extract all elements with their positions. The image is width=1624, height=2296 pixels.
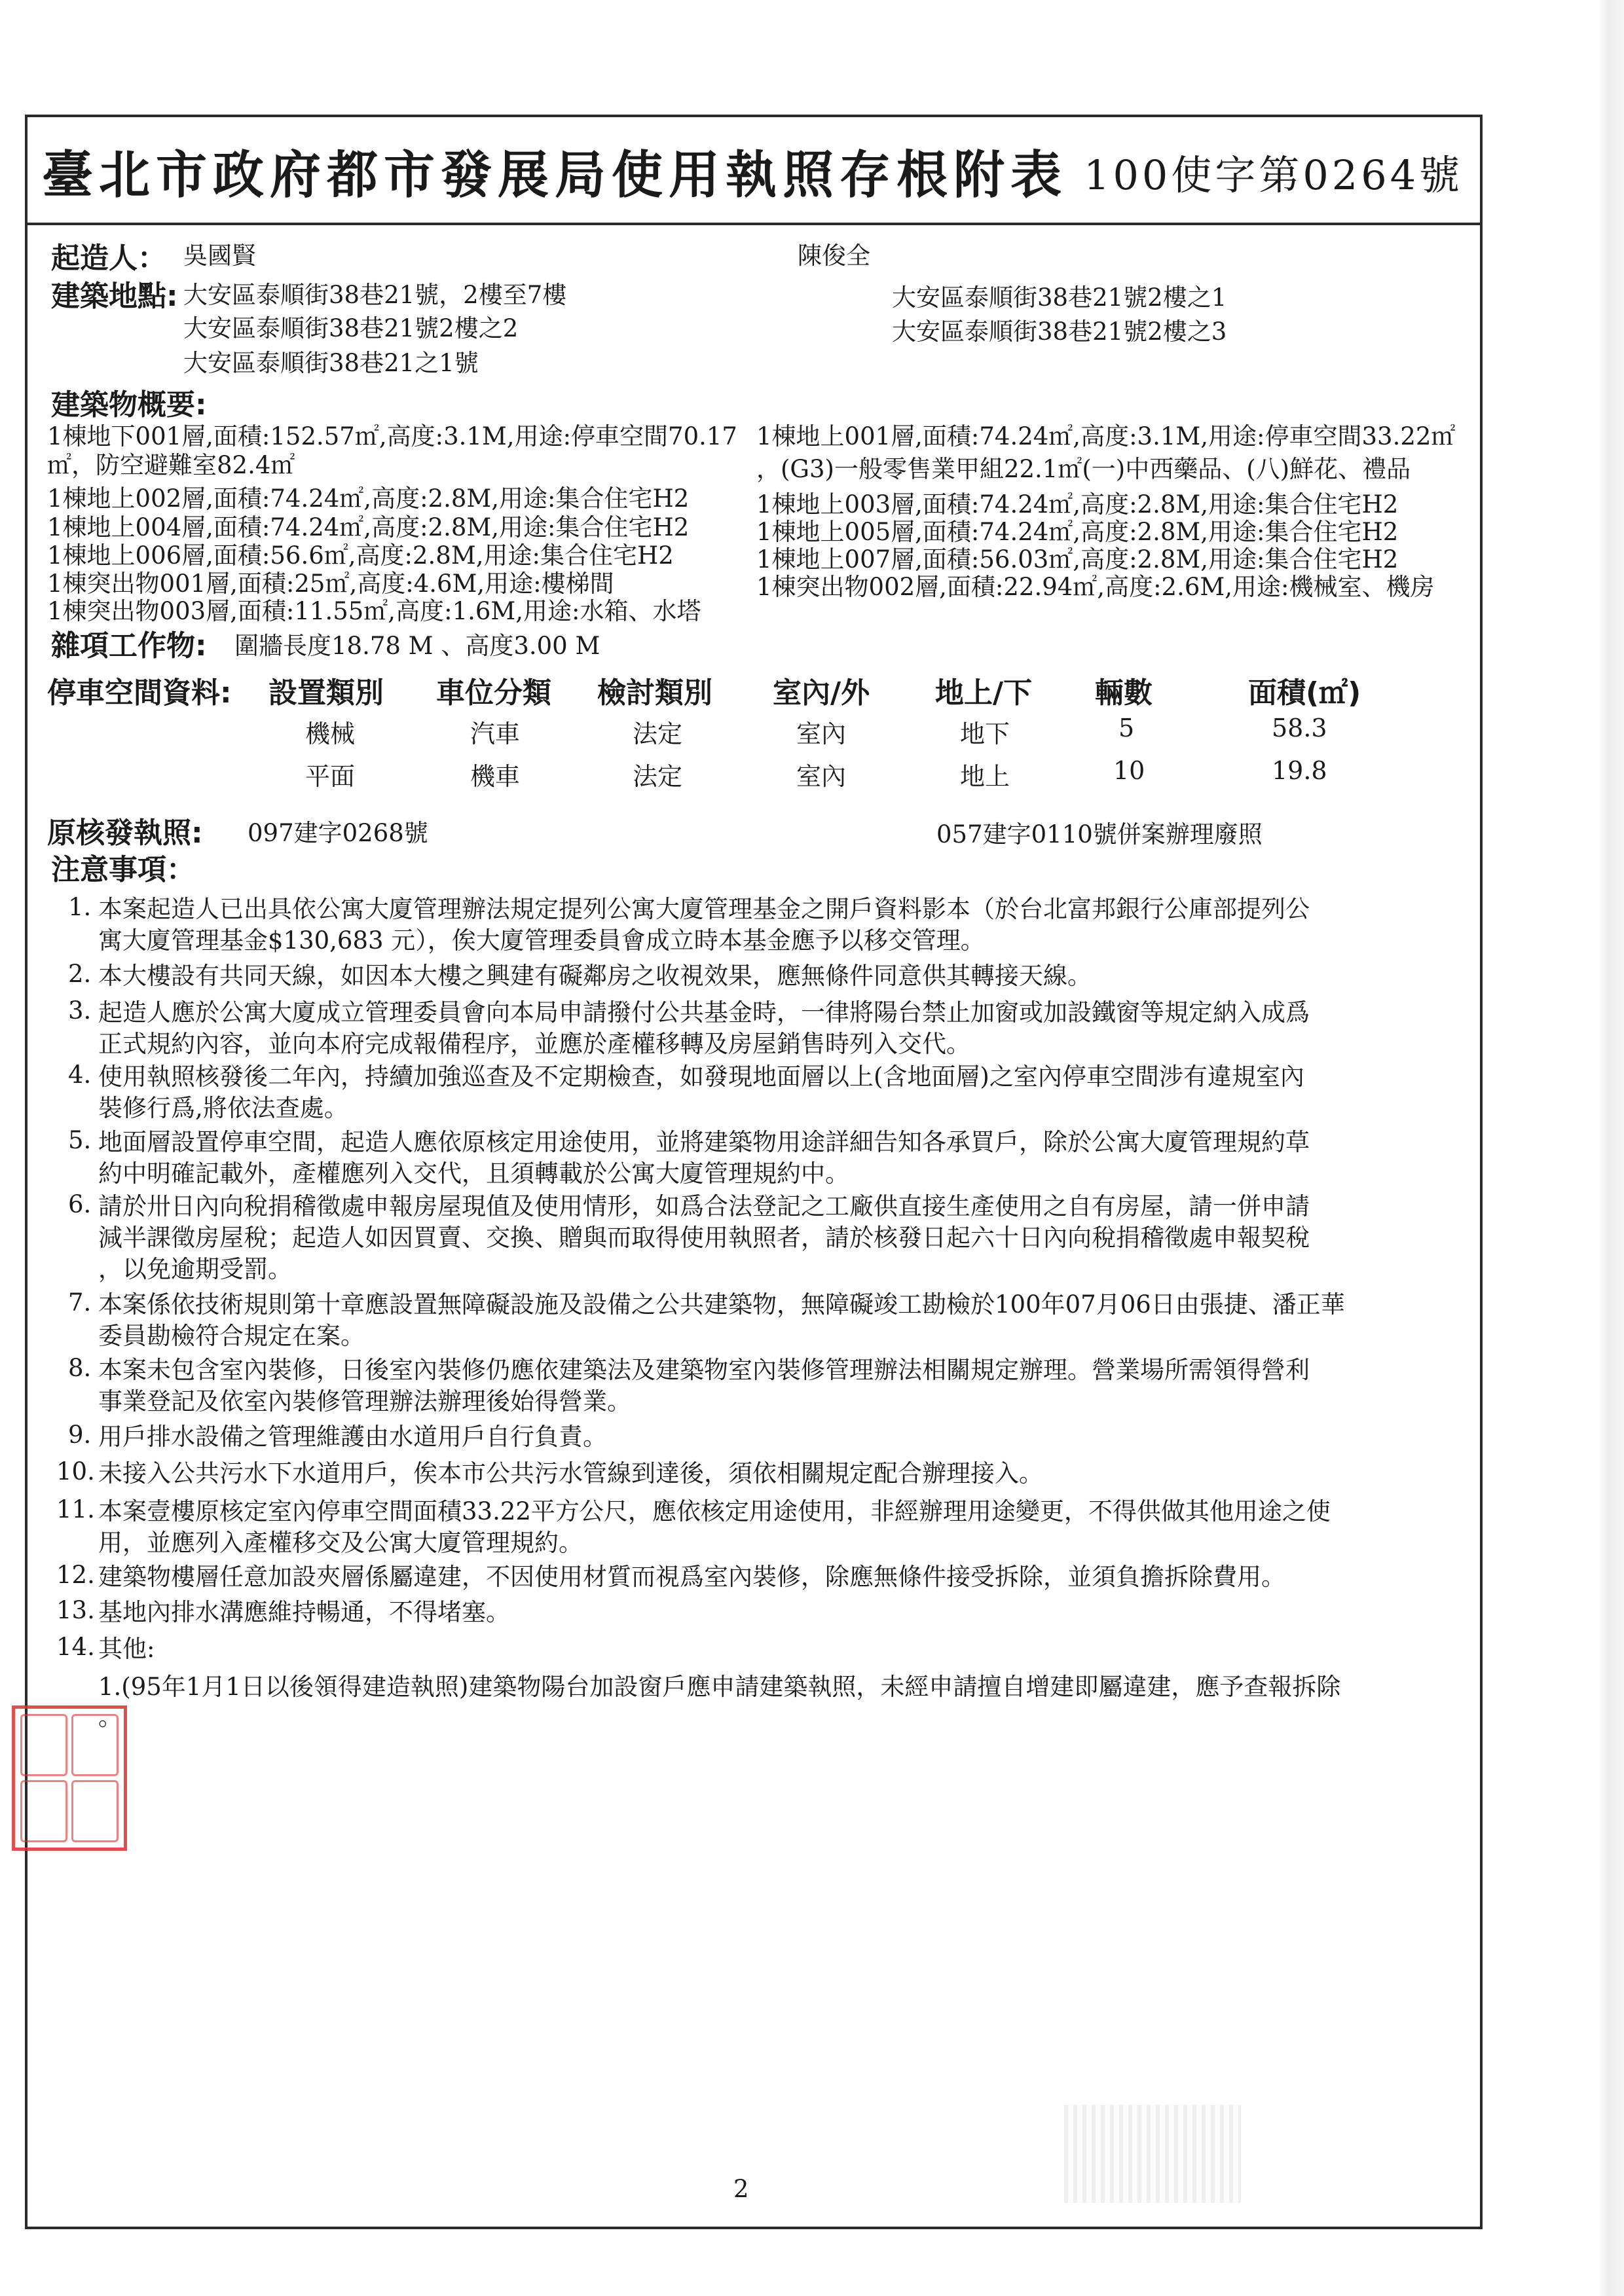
note-text: 委員勘檢符合規定在案。 (98, 1322, 365, 1350)
seal-glyph (71, 1780, 119, 1842)
parking-header: 地上/下 (935, 676, 1033, 710)
note-number: 12. (56, 1561, 95, 1589)
parking-header: 輛數 (1095, 676, 1153, 710)
note-number: 3. (68, 996, 92, 1025)
overview-line: 1棟地上001層,面積:74.24㎡,高度:3.1M,用途:停車空間33.22㎡ (756, 422, 1456, 450)
note-number: 10. (56, 1457, 95, 1485)
parking-cell: 法定 (633, 720, 683, 748)
note-text: 本案起造人已出具依公寓大廈管理辦法規定提列公寓大廈管理基金之開戶資料影本（於台北富邦銀行公庫部提列公 (98, 895, 1310, 923)
note-sub-item-cont: 。 (98, 1703, 122, 1731)
parking-header: 室內/外 (773, 676, 870, 710)
overview-line: 1棟突出物002層,面積:22.94㎡,高度:2.6M,用途:機械室、機房 (756, 573, 1435, 601)
parking-header: 檢討類別 (597, 676, 712, 710)
original-license-label: 原核發執照: (47, 816, 203, 850)
parking-cell: 10 (1113, 756, 1145, 785)
note-text: ，以免逾期受罰。 (98, 1255, 292, 1283)
seal-glyph (71, 1714, 119, 1776)
site-address: 大安區泰順街38巷21之1號 (183, 349, 479, 377)
parking-cell: 平面 (305, 762, 356, 791)
note-text: 請於卅日內向稅捐稽徵處申報房屋現值及使用情形，如爲合法登記之工廠供直接生產使用之自有房屋，請一併申請 (98, 1192, 1310, 1220)
parking-label: 停車空間資料: (47, 676, 232, 710)
parking-cell: 5 (1118, 714, 1135, 742)
parking-header: 車位分類 (436, 676, 551, 710)
note-text: 用，並應列入產權移交及公寓大廈管理規約。 (98, 1529, 583, 1557)
overview-line: 1棟地上003層,面積:74.24㎡,高度:2.8M,用途:集合住宅H2 (756, 490, 1399, 519)
page-number: 2 (733, 2175, 749, 2203)
overview-line: 1棟地上002層,面積:74.24㎡,高度:2.8M,用途:集合住宅H2 (47, 484, 690, 513)
parking-cell: 地上 (960, 762, 1010, 791)
notes-label: 注意事項： (51, 853, 195, 886)
note-text: 本案壹樓原核定室內停車空間面積33.22平方公尺，應依核定用途使用，非經辦理用途變更，不得供做其他用途之使 (98, 1497, 1331, 1525)
note-number: 4. (68, 1061, 92, 1089)
overview-line: ，(G3)一般零售業甲組22.1㎡(一)中西藥品、(八)鮮花、禮品 (756, 455, 1411, 483)
note-number: 13. (56, 1596, 95, 1624)
note-text: 起造人應於公寓大廈成立管理委員會向本局申請撥付公共基金時，一律將陽台禁止加窗或加設鐵窗等規定納入成爲 (98, 998, 1310, 1027)
scan-edge-shadow (1598, 0, 1624, 2296)
site-address: 大安區泰順街38巷21號，2樓至7樓 (183, 281, 567, 309)
permit-number: 100使字第0264號 (1084, 151, 1464, 199)
note-text: 建築物樓層任意加設夾層係屬違建，不因使用材質而視爲室內裝修，除應無條件接受拆除，並須負擔拆除費用。 (98, 1563, 1285, 1591)
note-text: 使用執照核發後二年內，持續加強巡查及不定期檢查，如發現地面層以上(含地面層)之室內停車空間涉有違規室內 (98, 1063, 1304, 1091)
official-seal-stamp (12, 1705, 127, 1851)
note-text: 約中明確記載外，產權應列入交代，且須轉載於公寓大廈管理規約中。 (98, 1159, 849, 1188)
builder-name: 陳俊全 (798, 242, 870, 270)
note-text: 裝修行爲,將依法查處。 (98, 1094, 348, 1122)
parking-cell: 汽車 (470, 720, 521, 748)
overview-line: 1棟突出物003層,面積:11.55㎡,高度:1.6M,用途:水箱、水塔 (47, 597, 701, 625)
misc-label: 雜項工作物: (51, 629, 207, 663)
document-title: 臺北市政府都市發展局使用執照存根附表 (42, 145, 1068, 205)
title-divider (28, 223, 1480, 225)
overview-line: ㎡，防空避難室82.4㎡ (47, 451, 295, 479)
parking-cell: 58.3 (1272, 714, 1327, 742)
seal-glyph (20, 1714, 67, 1776)
seal-glyph (20, 1780, 67, 1842)
note-text: 本大樓設有共同天線，如因本大樓之興建有礙鄰房之收視效果，應無條件同意供其轉接天線。 (98, 962, 1092, 990)
builder-name: 吳國賢 (183, 242, 256, 270)
note-number: 6. (68, 1190, 92, 1218)
note-text: 地面層設置停車空間，起造人應依原核定用途使用，並將建築物用途詳細告知各承買戶，除於公寓大廈管理規約草 (98, 1128, 1310, 1156)
note-sub-item: 1.(95年1月1日以後領得建造執照)建築物陽台加設窗戶應申請建築執照，未經申請擅自增建即屬違建，應予查報拆除 (98, 1673, 1341, 1701)
note-text: 本案係依技術規則第十章應設置無障礙設施及設備之公共建築物，無障礙竣工勘檢於100年07月06日由張捷、潘正華 (98, 1290, 1345, 1319)
parking-cell: 19.8 (1272, 756, 1327, 785)
note-number: 9. (68, 1421, 92, 1449)
note-number: 1. (68, 893, 92, 921)
site-address: 大安區泰順街38巷21號2樓之3 (892, 318, 1227, 346)
note-text: 用戶排水設備之管理維護由水道用戶自行負責。 (98, 1423, 607, 1451)
note-number: 2. (68, 960, 92, 988)
parking-cell: 地下 (960, 720, 1010, 748)
overview-line: 1棟地上004層,面積:74.24㎡,高度:2.8M,用途:集合住宅H2 (47, 513, 690, 541)
note-text: 正式規約內容，並向本府完成報備程序，並應於產權移轉及房屋銷售時列入交代。 (98, 1030, 970, 1058)
overview-line: 1棟地上006層,面積:56.6㎡,高度:2.8M,用途:集合住宅H2 (47, 541, 674, 570)
note-number: 7. (68, 1288, 92, 1317)
parking-cell: 機械 (305, 720, 356, 748)
note-number: 5. (68, 1126, 92, 1154)
note-text: 未接入公共污水下水道用戶，俟本市公共污水管線到達後，須依相關規定配合辦理接入。 (98, 1459, 1043, 1487)
overview-line: 1棟地上005層,面積:74.24㎡,高度:2.8M,用途:集合住宅H2 (756, 518, 1399, 546)
overview-line: 1棟突出物001層,面積:25㎡,高度:4.6M,用途:樓梯間 (47, 570, 614, 598)
site-label: 建築地點: (51, 280, 178, 313)
overview-label: 建築物概要: (51, 388, 207, 422)
note-text: 本案未包含室內裝修，日後室內裝修仍應依建築法及建築物室內裝修管理辦法相關規定辦理。營業場所需領得營利 (98, 1356, 1310, 1384)
original-license-value: 097建字0268號 (248, 819, 428, 847)
note-text: 減半課徵房屋稅；起造人如因買賣、交換、贈與而取得使用執照者，請於核發日起六十日內向稅捐稽徵處申報契稅 (98, 1224, 1310, 1252)
parking-cell: 室內 (796, 762, 847, 791)
site-address: 大安區泰順街38巷21號2樓之1 (892, 283, 1227, 312)
overview-line: 1棟地下001層,面積:152.57㎡,高度:3.1M,用途:停車空間70.17 (47, 422, 737, 450)
note-number: 11. (56, 1495, 95, 1523)
note-text: 基地內排水溝應維持暢通，不得堵塞。 (98, 1598, 510, 1626)
note-text: 寓大廈管理基金$130,683 元），俟大廈管理委員會成立時本基金應予以移交管理。 (98, 926, 985, 955)
parking-cell: 法定 (633, 762, 683, 791)
parking-cell: 機車 (470, 762, 521, 791)
note-number: 8. (68, 1354, 92, 1382)
overview-line: 1棟地上007層,面積:56.03㎡,高度:2.8M,用途:集合住宅H2 (756, 545, 1399, 574)
misc-value: 圍牆長度18.78 M 、高度3.00 M (234, 632, 600, 660)
parking-cell: 室內 (796, 720, 847, 748)
note-number: 14. (56, 1633, 95, 1661)
parking-header: 設置類別 (268, 676, 384, 710)
scan-artifact (1064, 2105, 1241, 2203)
builder-label: 起造人： (51, 242, 166, 275)
parking-header: 面積(㎡) (1248, 676, 1361, 710)
site-address: 大安區泰順街38巷21號2樓之2 (183, 314, 519, 342)
note-text: 事業登記及依室內裝修管理辦法辦理後始得營業。 (98, 1387, 631, 1415)
note-text: 其他: (98, 1635, 155, 1663)
original-license-note: 057建字0110號併案辦理廢照 (936, 820, 1263, 848)
